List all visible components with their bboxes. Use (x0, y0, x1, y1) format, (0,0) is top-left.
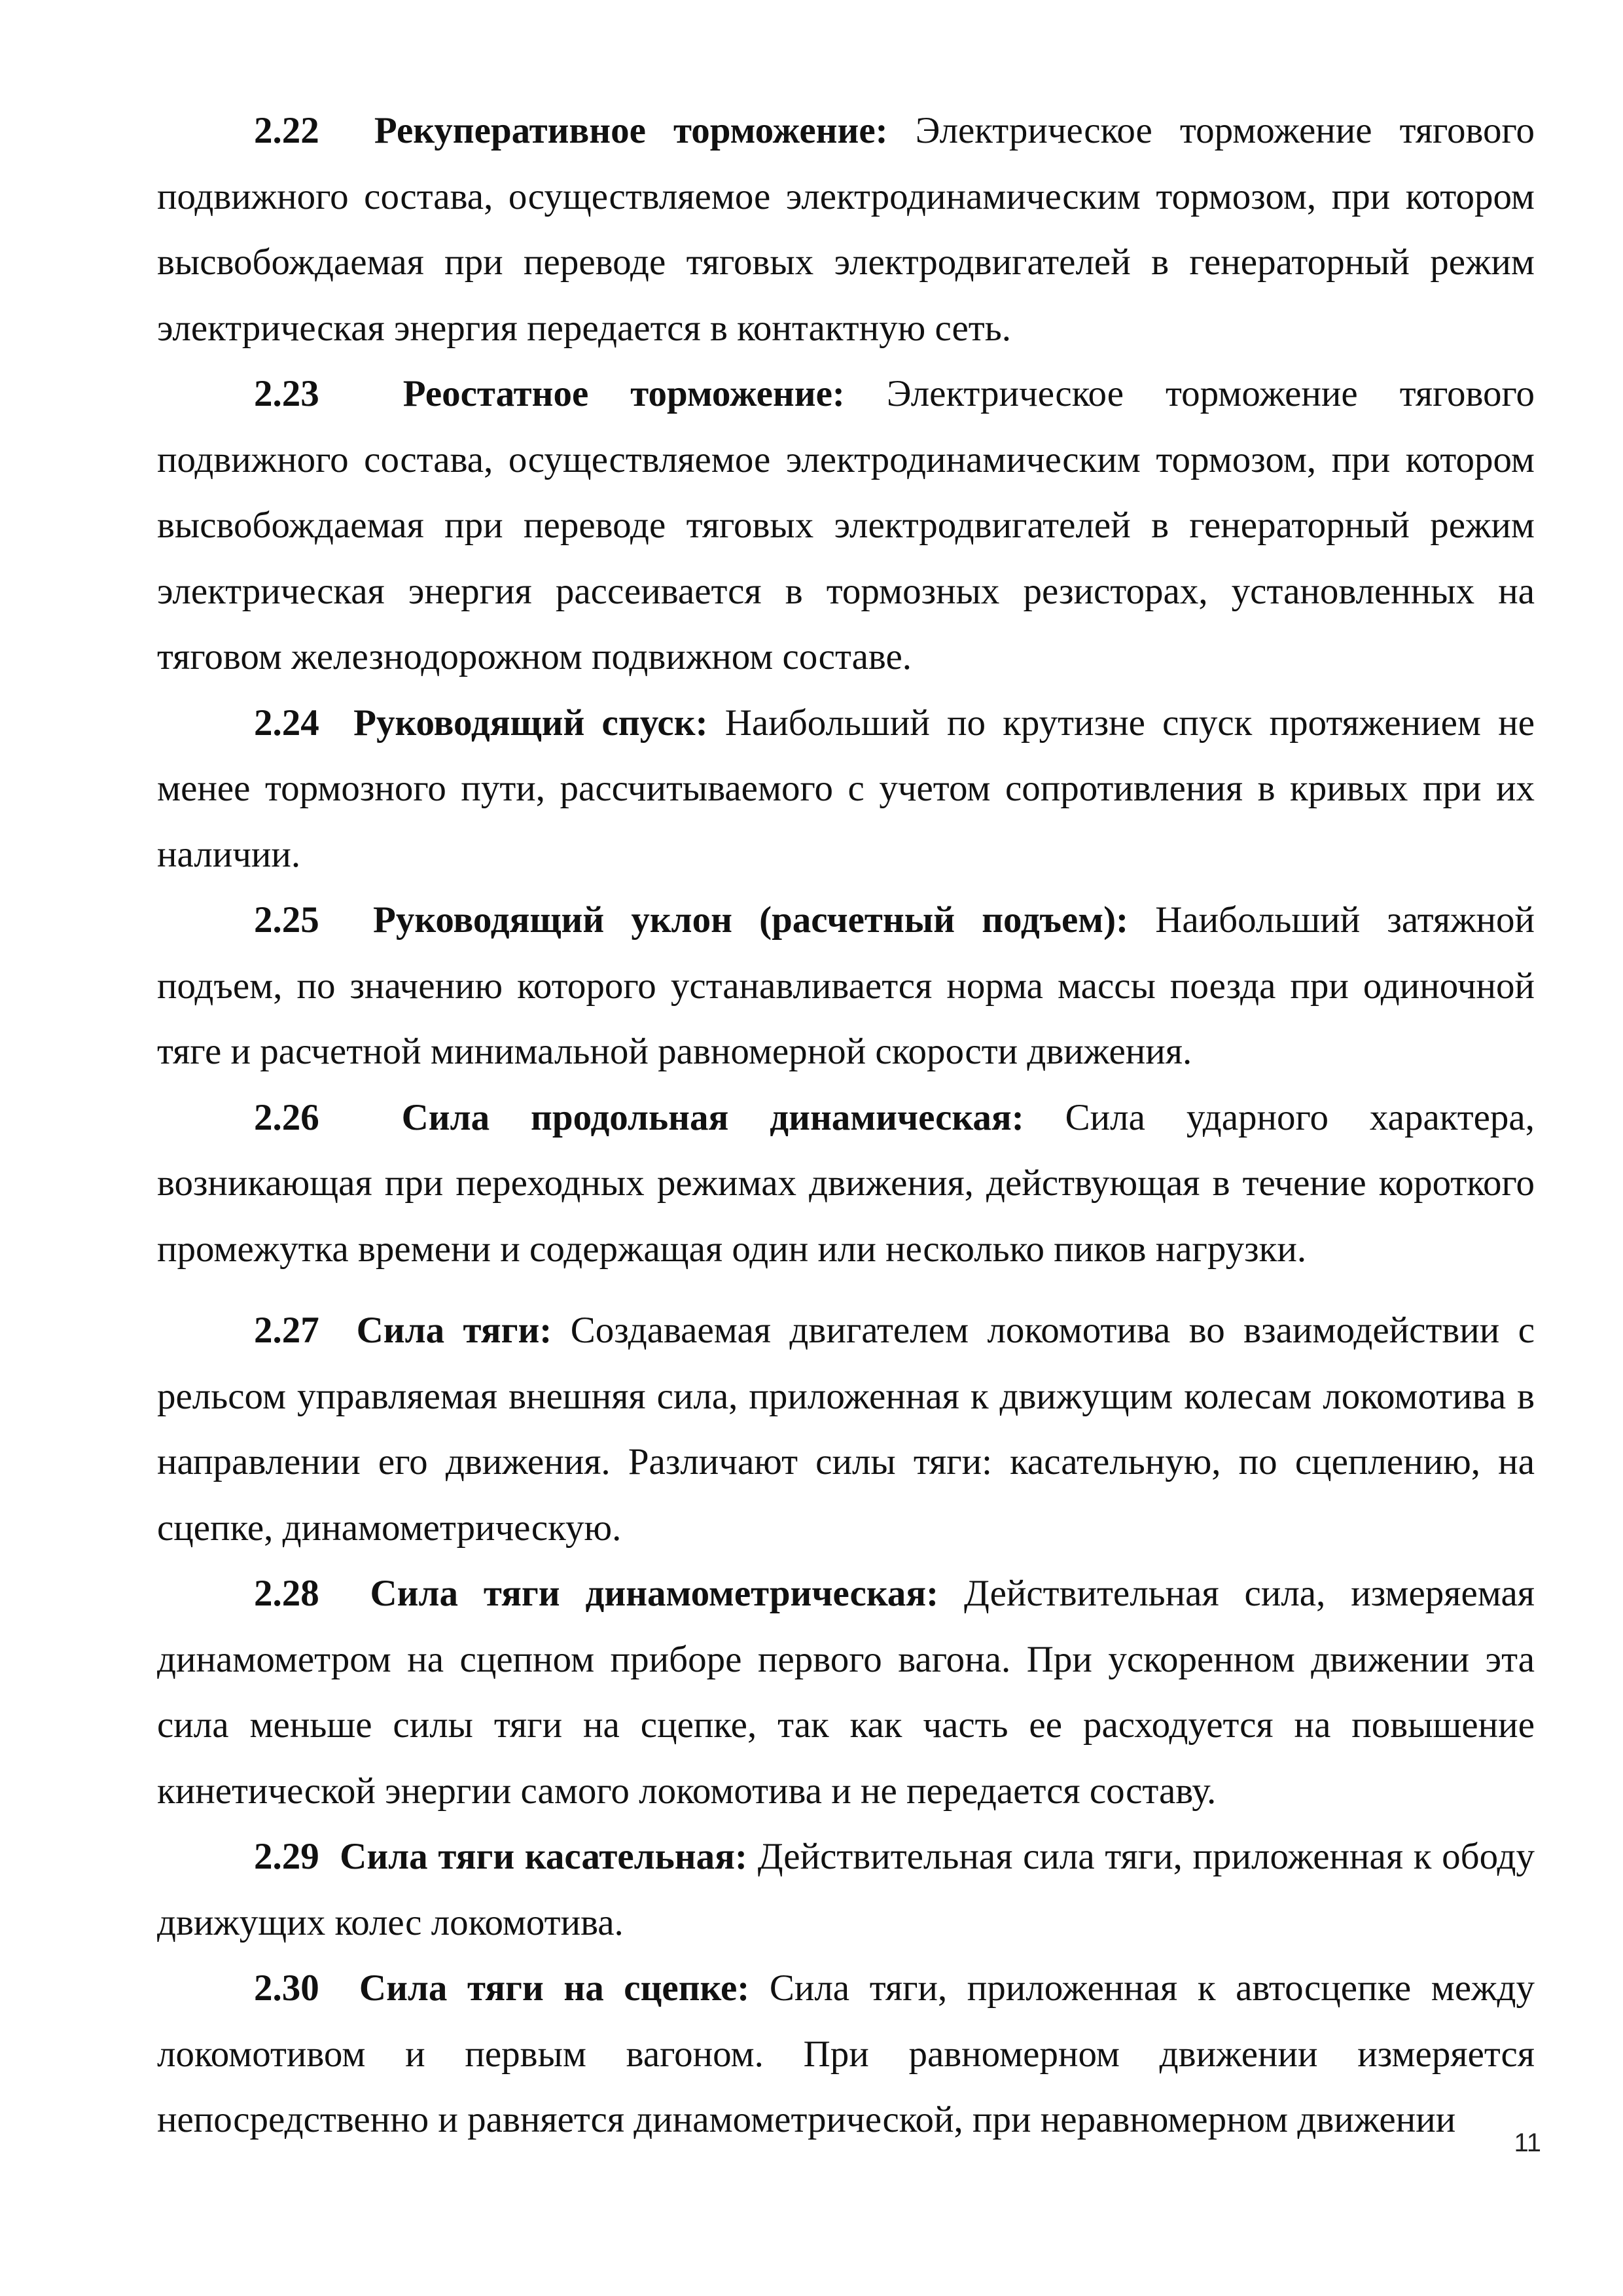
document-body (157, 98, 1535, 2153)
clause-number: 2.30 (254, 1967, 319, 2009)
clause-number: 2.23 (254, 373, 319, 414)
definition-text: Действительная сила тяги, приложенная к ободу движущих колес локомотива. (157, 1836, 1535, 1943)
definition-2-26 (157, 1085, 1535, 1283)
definition-text: Действительная сила, измеряемая динамометром на сцепном приборе первого вагона. При ускоренном движении эта сила меньше силы тяги на сцепке, так как часть ее расходуется на повышение кинетической энергии самого локомотива и не передается составу. (157, 1573, 1535, 1812)
definition-2-24 (157, 691, 1535, 888)
clause-number: 2.27 (254, 1310, 319, 1351)
term-heading: Рекуперативное торможение: (374, 110, 888, 151)
clause-number: 2.25 (254, 899, 319, 941)
term-heading: Сила тяги: (356, 1310, 552, 1351)
definition-text: Сила ударного характера, возникающая при переходных режимах движения, действующая в течение короткого промежутка времени и содержащая один или несколько пиков нагрузки. (157, 1096, 1535, 1270)
definition-2-28 (157, 1561, 1535, 1824)
page-number: 11 (1514, 2128, 1541, 2157)
term-heading: Сила тяги касательная: (340, 1836, 747, 1877)
definition-2-30 (157, 1956, 1535, 2153)
clause-number: 2.22 (254, 110, 319, 151)
clause-number: 2.29 (254, 1836, 319, 1877)
clause-number: 2.24 (254, 702, 319, 744)
term-heading: Реостатное торможение: (402, 373, 845, 414)
definition-text: Наибольший затяжной подъем, по значению которого устанавливается норма массы поезда при одиночной тяге и расчетной минимальной равномерной скорости движения. (157, 899, 1535, 1072)
definition-2-27 (157, 1298, 1535, 1561)
definition-text: Электрическое торможение тягового подвижного состава, осуществляемое электродинамическим тормозом, при котором высвобождаемая при переводе тяговых электродвигателей в генераторный режим электрическая энергия передается в контактную сеть. (157, 110, 1535, 349)
term-heading: Сила тяги на сцепке: (359, 1967, 750, 2009)
definition-text: Электрическое торможение тягового подвижного состава, осуществляемое электродинамическим тормозом, при котором высвобождаемая при переводе тяговых электродвигателей в генераторный режим электрическая энергия рассеивается в тормозных резисторах, установленных на тяговом железнодорожном подвижном составе. (157, 373, 1535, 677)
term-heading: Руководящий спуск: (353, 702, 708, 744)
definition-2-23 (157, 361, 1535, 691)
definition-text: Наибольший по крутизне спуск протяжением не менее тормозного пути, рассчитываемого с учетом сопротивления в кривых при их наличии. (157, 702, 1535, 875)
definition-2-29 (157, 1824, 1535, 1956)
term-heading: Сила тяги динамометрическая: (370, 1573, 939, 1614)
term-heading: Руководящий уклон (расчетный подъем): (373, 899, 1129, 941)
clause-number: 2.26 (254, 1096, 319, 1138)
definition-text: Сила тяги, приложенная к автосцепке между локомотивом и первым вагоном. При равномерном движении измеряется непосредственно и равняется динамометрической, при неравномерном движении (157, 1967, 1535, 2140)
definition-2-25 (157, 888, 1535, 1085)
clause-number: 2.28 (254, 1573, 319, 1614)
definition-text: Создаваемая двигателем локомотива во взаимодействии с рельсом управляемая внешняя сила, приложенная к движущим колесам локомотива в направлении его движения. Различают силы тяги: касательную, по сцеплению, на сцепке, динамометрическую. (157, 1310, 1535, 1549)
term-heading: Сила продольная динамическая: (401, 1096, 1024, 1138)
definition-2-22 (157, 98, 1535, 361)
